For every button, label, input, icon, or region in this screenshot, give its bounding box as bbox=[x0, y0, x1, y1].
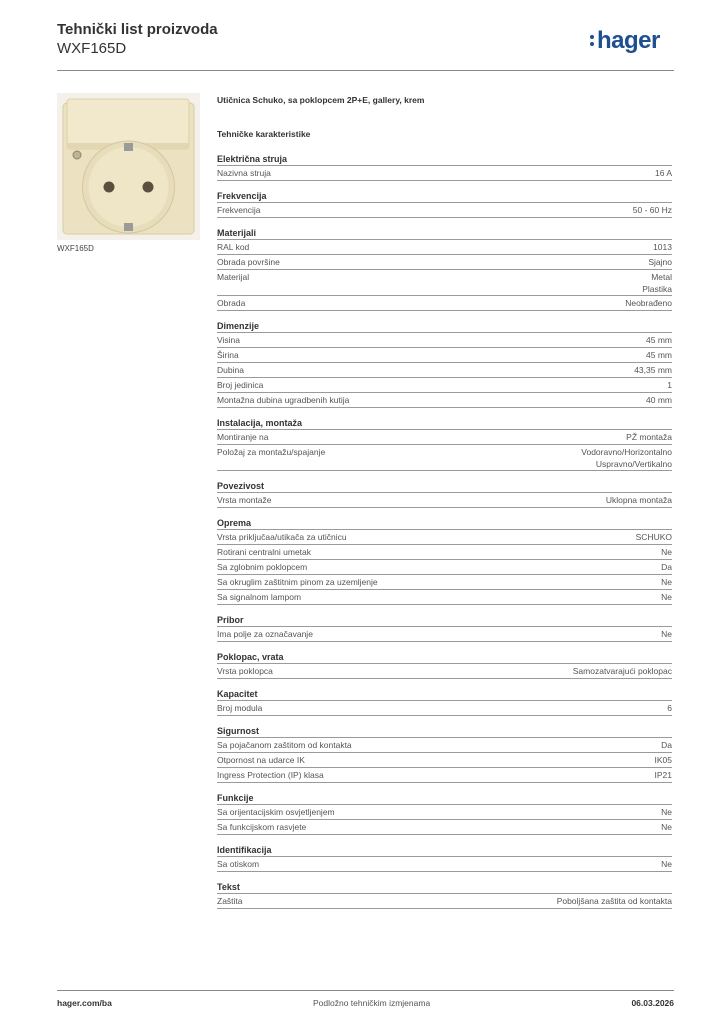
spec-value: Da bbox=[661, 562, 672, 572]
spec-label: Ingress Protection (IP) klasa bbox=[217, 770, 324, 780]
spec-value: 50 - 60 Hz bbox=[632, 205, 672, 215]
spec-value: Ne bbox=[661, 592, 672, 602]
spec-value: Sjajno bbox=[648, 257, 672, 267]
spec-value: Ne bbox=[661, 859, 672, 869]
spec-section bbox=[217, 153, 672, 181]
spec-label: Dubina bbox=[217, 365, 244, 375]
spec-value: 6 bbox=[667, 703, 672, 713]
product-code: WXF165D bbox=[57, 40, 127, 57]
section-title: Identifikacija bbox=[217, 844, 672, 857]
spec-label: Sa zglobnim poklopcem bbox=[217, 562, 308, 572]
spec-row bbox=[217, 445, 672, 471]
product-image bbox=[57, 93, 200, 240]
logo-dots-icon bbox=[590, 35, 594, 49]
spec-row bbox=[217, 560, 672, 575]
section-title: Tekst bbox=[217, 881, 672, 894]
spec-value: IP21 bbox=[654, 770, 672, 780]
spec-section bbox=[217, 651, 672, 679]
spec-row bbox=[217, 805, 672, 820]
spec-label: Montažna dubina ugradbenih kutija bbox=[217, 395, 350, 405]
spec-row bbox=[217, 545, 672, 560]
section-title: Materijali bbox=[217, 227, 672, 240]
spec-value: Samozatvarajući poklopac bbox=[572, 666, 672, 676]
spec-row bbox=[217, 738, 672, 753]
spec-value: 45 mm bbox=[646, 350, 672, 360]
spec-row bbox=[217, 296, 672, 311]
spec-value: 45 mm bbox=[646, 335, 672, 345]
spec-label: Broj jedinica bbox=[217, 380, 264, 390]
spec-value: Vodoravno/Horizontalno Uspravno/Vertikalno bbox=[581, 447, 672, 469]
spec-row bbox=[217, 378, 672, 393]
spec-row bbox=[217, 166, 672, 181]
tech-heading: Tehničke karakteristike bbox=[217, 129, 311, 139]
spec-row bbox=[217, 493, 672, 508]
spec-row bbox=[217, 203, 672, 218]
spec-content bbox=[217, 95, 672, 918]
spec-row bbox=[217, 894, 672, 909]
spec-value: Poboljšana zaštita od kontakta bbox=[556, 896, 672, 906]
spec-section bbox=[217, 227, 672, 311]
hager-logo bbox=[590, 26, 674, 56]
spec-row bbox=[217, 255, 672, 270]
footer-divider bbox=[57, 990, 674, 991]
section-title: Poklopac, vrata bbox=[217, 651, 672, 664]
spec-label: Položaj za montažu/spajanje bbox=[217, 447, 326, 457]
spec-section bbox=[217, 517, 672, 605]
spec-section bbox=[217, 320, 672, 408]
section-title: Sigurnost bbox=[217, 725, 672, 738]
spec-row bbox=[217, 664, 672, 679]
spec-label: Materijal bbox=[217, 272, 250, 282]
spec-row bbox=[217, 753, 672, 768]
section-title: Električna struja bbox=[217, 153, 672, 166]
spec-value: IK05 bbox=[654, 755, 672, 765]
spec-value: Ne bbox=[661, 577, 672, 587]
footer-date: 06.03.2026 bbox=[631, 998, 674, 1008]
spec-label: Vrsta priključaa/utikača za utičnicu bbox=[217, 532, 347, 542]
spec-value: Ne bbox=[661, 807, 672, 817]
spec-label: Obrada površine bbox=[217, 257, 280, 267]
header-divider bbox=[57, 70, 674, 71]
section-title: Instalacija, montaža bbox=[217, 417, 672, 430]
footer-website[interactable]: hager.com/ba bbox=[57, 998, 112, 1008]
spec-row bbox=[217, 575, 672, 590]
section-title: Funkcije bbox=[217, 792, 672, 805]
spec-value: 16 A bbox=[654, 168, 672, 178]
spec-section bbox=[217, 614, 672, 642]
section-title: Frekvencija bbox=[217, 190, 672, 203]
section-title: Povezivost bbox=[217, 480, 672, 493]
spec-value: Neobrađeno bbox=[625, 298, 672, 308]
spec-label: Sa otiskom bbox=[217, 859, 260, 869]
section-title: Dimenzije bbox=[217, 320, 672, 333]
spec-value: 1013 bbox=[653, 242, 672, 252]
spec-label: Obrada bbox=[217, 298, 246, 308]
spec-value: Ne bbox=[661, 822, 672, 832]
spec-label: Nazivna struja bbox=[217, 168, 271, 178]
spec-label: Rotirani centralni umetak bbox=[217, 547, 312, 557]
spec-row bbox=[217, 393, 672, 408]
spec-label: Otpornost na udarce IK bbox=[217, 755, 305, 765]
spec-row bbox=[217, 363, 672, 378]
spec-section bbox=[217, 792, 672, 835]
spec-label: Vrsta poklopca bbox=[217, 666, 273, 676]
spec-section bbox=[217, 190, 672, 218]
section-title: Oprema bbox=[217, 517, 672, 530]
spec-value: Metal Plastika bbox=[642, 272, 672, 294]
spec-label: Sa signalnom lampom bbox=[217, 592, 302, 602]
image-caption: WXF165D bbox=[57, 244, 94, 253]
spec-value: Da bbox=[661, 740, 672, 750]
spec-value: 43,35 mm bbox=[634, 365, 672, 375]
spec-row bbox=[217, 333, 672, 348]
spec-section bbox=[217, 844, 672, 872]
spec-section bbox=[217, 881, 672, 909]
section-title: Kapacitet bbox=[217, 688, 672, 701]
document-title: Tehnički list proizvoda bbox=[57, 21, 218, 38]
spec-row bbox=[217, 270, 672, 296]
spec-section bbox=[217, 417, 672, 471]
spec-value: SCHUKO bbox=[635, 532, 672, 542]
spec-row bbox=[217, 348, 672, 363]
spec-row bbox=[217, 768, 672, 783]
spec-label: Frekvencija bbox=[217, 205, 261, 215]
spec-label: Sa orijentacijskim osvjetljenjem bbox=[217, 807, 335, 817]
section-title: Pribor bbox=[217, 614, 672, 627]
socket-illustration bbox=[57, 93, 200, 240]
spec-section bbox=[217, 480, 672, 508]
spec-value: PŽ montaža bbox=[626, 432, 672, 442]
header bbox=[57, 20, 218, 58]
spec-value: Uklopna montaža bbox=[605, 495, 672, 505]
spec-row bbox=[217, 590, 672, 605]
spec-label: Ima polje za označavanje bbox=[217, 629, 313, 639]
spec-label: Vrsta montaže bbox=[217, 495, 272, 505]
spec-value: Ne bbox=[661, 629, 672, 639]
spec-label: Broj modula bbox=[217, 703, 263, 713]
spec-label: Zaštita bbox=[217, 896, 243, 906]
spec-row bbox=[217, 701, 672, 716]
spec-label: Visina bbox=[217, 335, 240, 345]
spec-value: 40 mm bbox=[646, 395, 672, 405]
spec-section bbox=[217, 688, 672, 716]
spec-label: Sa funkcijskom rasvjete bbox=[217, 822, 307, 832]
spec-label: Montiranje na bbox=[217, 432, 269, 442]
spec-row bbox=[217, 430, 672, 445]
logo-wordmark: hager bbox=[597, 27, 660, 54]
spec-row bbox=[217, 857, 672, 872]
spec-label: Sa pojačanom zaštitom od kontakta bbox=[217, 740, 352, 750]
spec-row bbox=[217, 530, 672, 545]
spec-label: Širina bbox=[217, 350, 239, 360]
spec-row bbox=[217, 240, 672, 255]
spec-row bbox=[217, 820, 672, 835]
spec-section bbox=[217, 725, 672, 783]
spec-label: RAL kod bbox=[217, 242, 250, 252]
spec-sections bbox=[217, 153, 672, 909]
spec-value: Ne bbox=[661, 547, 672, 557]
product-description: Utičnica Schuko, sa poklopcem 2P+E, gallery, krem bbox=[217, 95, 425, 105]
spec-value: 1 bbox=[667, 380, 672, 390]
spec-label: Sa okruglim zaštitnim pinom za uzemljenje bbox=[217, 577, 378, 587]
spec-row bbox=[217, 627, 672, 642]
footer-note: Podložno tehničkim izmjenama bbox=[313, 998, 431, 1008]
